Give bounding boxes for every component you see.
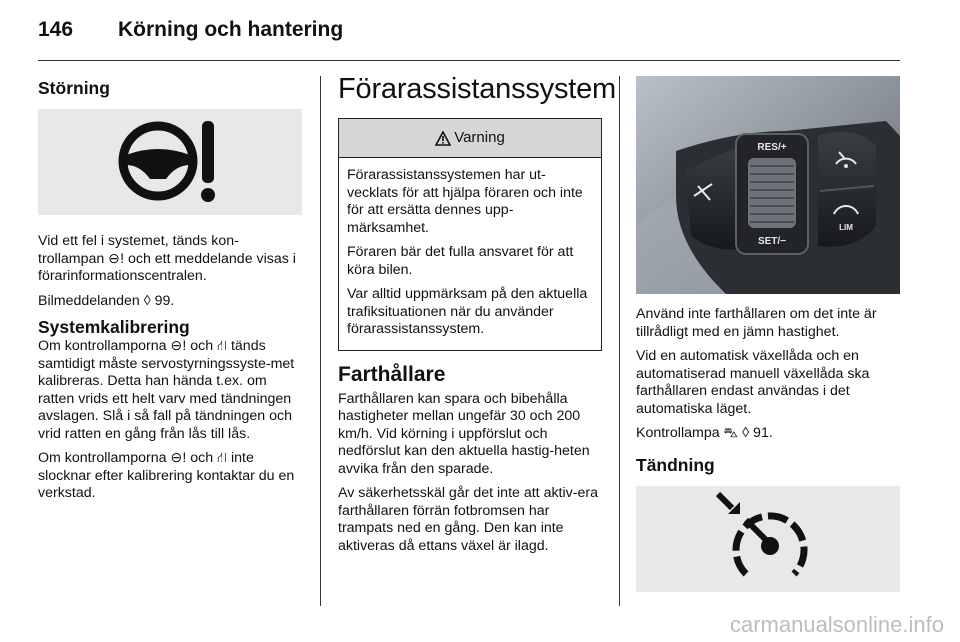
column-divider-right <box>619 76 620 606</box>
watermark: carmanualsonline.info <box>729 612 944 637</box>
farthallare-paragraph-2: Av säkerhetsskäl går det inte att aktiv-era farthållaren förrän fotbromsen har trampats ned en gång. Den kan inte aktiveras då ettans växel är ilagd. <box>338 485 598 554</box>
column-divider-left <box>320 76 321 606</box>
chapter-title: Förarassistanssystem <box>338 73 617 105</box>
res-plus-label: RES/+ <box>757 142 787 153</box>
farthallare-paragraph-1: Farthållaren kan spara och bibehålla hastigheter mellan ungefär 30 och 200 km/h. Vid körning i uppförslut och nedförslut kan den aktuella hastig-heten avvika från den sparade. <box>338 390 590 477</box>
section-heading-storning: Störning <box>38 78 110 98</box>
page-number: 146 <box>38 18 74 41</box>
steering-warning-image <box>38 109 302 215</box>
automatic-gearbox-paragraph: Vid en automatisk växellåda och en automatiserad manuell växellåda ska farthållaren endast användas i det automatiska läget. <box>636 348 870 417</box>
column-1 <box>38 72 304 510</box>
warning-paragraph-1: Förarassistanssystemen har ut-vecklats för att hjälpa föraren och inte för att ersätta dennes upp-märksamhet. <box>347 167 583 236</box>
section-heading-farthallare: Farthållare <box>338 362 446 386</box>
tandning-image <box>636 486 900 592</box>
cruise-control-indicator-icon <box>636 486 900 592</box>
bilmeddelanden-reference: Bilmeddelanden ◊ 99. <box>38 292 175 309</box>
column-2 <box>338 72 617 562</box>
section-heading-systemkalibrering: Systemkalibrering <box>38 317 190 337</box>
warning-box <box>338 118 602 351</box>
cruise-control-buttons-image <box>636 76 900 294</box>
warning-paragraph-3: Var alltid uppmärksam på den aktuella trafiksituationen när du använder förarassistanssystem. <box>347 286 588 337</box>
kontrollampa-reference: Kontrollampa ⛍ ◊ 91. <box>636 425 773 441</box>
verkstad-paragraph: Om kontrollamporna ⊖! och ⛙ inte slocknar efter kalibrering kontaktar du en verkstad. <box>38 450 295 501</box>
warning-triangle-icon <box>435 131 451 146</box>
lim-label: LIM <box>839 223 853 232</box>
warning-label: Varning <box>454 129 505 147</box>
section-heading-tandning: Tändning <box>636 454 715 475</box>
farthallare-advice-paragraph: Använd inte farthållaren om det inte är tillrådligt med en jämn hastighet. <box>636 306 877 340</box>
column-3 <box>636 72 900 592</box>
warning-body <box>339 158 601 350</box>
steering-controls-photo <box>636 76 900 294</box>
page-title: Körning och hantering <box>118 18 344 41</box>
page-header <box>38 18 900 58</box>
steering-wheel-warning-icon <box>38 109 302 215</box>
warning-header <box>339 119 601 158</box>
header-rule <box>38 60 900 61</box>
kalibrering-paragraph: Om kontrollamporna ⊖! och ⛙ tänds samtidigt måste servostyrningssyste-met kalibreras. Detta han hända t.ex. om ratten vrids ett helt varv med tändningen avslagen. Slå i så fall på tändningen och vrid ratten en gång från lås till lås. <box>38 338 295 442</box>
set-minus-label: SET/− <box>757 236 787 247</box>
warning-paragraph-2: Föraren bär det fulla ansvaret för att köra bilen. <box>347 244 574 278</box>
storning-paragraph: Vid ett fel i systemet, tänds kon-trollampan ⊖! och ett meddelande visas i förarinformationscentralen. <box>38 233 296 284</box>
